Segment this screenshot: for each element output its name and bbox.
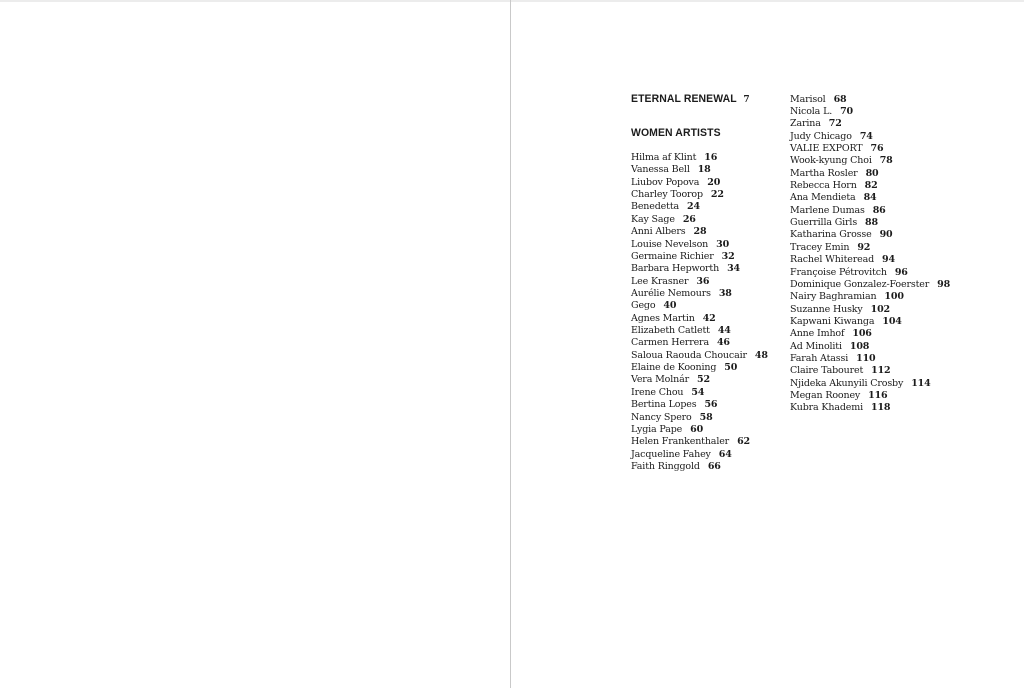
toc-entry[interactable] [790, 316, 950, 328]
artist-name: Kubra Khademi [790, 402, 863, 414]
artist-name: Nancy Spero [631, 411, 692, 423]
toc-entry[interactable] [790, 291, 950, 303]
artist-name: Benedetta [631, 201, 679, 213]
toc-entry[interactable] [790, 304, 950, 316]
page-number: 36 [696, 275, 710, 287]
artist-name: Lygia Pape [631, 423, 683, 435]
page-number: 20 [707, 176, 721, 188]
toc-entry[interactable] [631, 436, 768, 448]
artist-name: Megan Rooney [790, 390, 861, 402]
artist-name: Kapwani Kiwanga [790, 315, 875, 327]
page-number: 68 [833, 93, 847, 105]
toc-entry[interactable] [631, 263, 768, 275]
toc-entry[interactable] [631, 226, 768, 238]
toc-entry[interactable] [631, 300, 768, 312]
page-number: 86 [872, 204, 886, 216]
toc-entry[interactable] [631, 362, 768, 374]
page-number: 34 [727, 263, 740, 275]
page-number: 62 [737, 436, 750, 448]
toc-entry[interactable] [790, 180, 950, 192]
page-number: 72 [828, 118, 842, 130]
page-number: 118 [871, 402, 891, 414]
left-page-blank [0, 2, 510, 688]
toc-entry[interactable] [631, 387, 768, 399]
toc-entry[interactable] [631, 164, 768, 176]
artist-name: Gego [631, 300, 656, 312]
artist-name: VALIE EXPORT [790, 142, 863, 154]
artist-name: Kay Sage [631, 213, 675, 225]
artist-name: Barbara Hepworth [631, 263, 720, 275]
page-number: 106 [852, 328, 872, 340]
artist-name: Nicola L. [790, 105, 833, 117]
toc-entry[interactable] [790, 353, 950, 365]
artist-name: Carmen Herrera [631, 337, 709, 349]
section-title: WOMEN ARTISTS [631, 127, 721, 139]
toc-entry[interactable] [631, 424, 768, 436]
artist-name: Zarina [790, 118, 821, 130]
artist-name: Charley Toorop [631, 189, 703, 201]
page-number: 30 [716, 238, 730, 250]
section-women-artists [631, 125, 721, 142]
toc-entry[interactable] [790, 118, 950, 130]
page-number: 58 [699, 411, 713, 423]
toc-entry[interactable] [790, 229, 950, 241]
page-number: 88 [865, 217, 878, 229]
toc-entry[interactable] [790, 254, 950, 266]
page-number: 40 [663, 300, 677, 312]
toc-entry[interactable] [790, 192, 950, 204]
artist-name: Ana Mendieta [790, 192, 856, 204]
toc-entry[interactable] [631, 251, 768, 263]
artist-name: Hilma af Klint [631, 152, 697, 163]
toc-entry[interactable] [631, 214, 768, 226]
page-number: 94 [882, 254, 895, 266]
toc-entry[interactable] [790, 217, 950, 229]
page-number: 24 [687, 201, 700, 213]
artist-name: Agnes Martin [631, 312, 695, 324]
artist-name: Germaine Richier [631, 250, 714, 262]
page-number: 92 [857, 241, 871, 253]
toc-entry[interactable] [790, 94, 950, 106]
page-number: 110 [856, 353, 876, 365]
artist-name: Rebecca Horn [790, 180, 857, 192]
toc-entry[interactable] [790, 143, 950, 155]
artist-list-column-2 [790, 94, 950, 415]
page-number: 104 [882, 315, 902, 327]
page-number: 80 [865, 167, 879, 179]
toc-entry[interactable] [631, 399, 768, 411]
section-eternal-renewal[interactable] [631, 91, 750, 108]
artist-name: Ad Minoliti [790, 340, 842, 352]
page-number: 78 [879, 155, 893, 167]
toc-entry[interactable] [631, 201, 768, 213]
toc-entry[interactable] [790, 279, 950, 291]
artist-name: Claire Tabouret [790, 365, 864, 377]
page-number: 42 [702, 312, 716, 324]
page-number: 114 [911, 377, 931, 389]
page-number: 26 [682, 213, 696, 225]
page-number: 16 [704, 152, 718, 163]
artist-name: Suzanne Husky [790, 303, 863, 315]
page-number: 108 [849, 340, 870, 352]
toc-entry[interactable] [631, 177, 768, 189]
toc-entry[interactable] [790, 390, 950, 402]
artist-name: Aurélie Nemours [631, 287, 711, 299]
artist-name: Marlene Dumas [790, 204, 865, 216]
artist-name: Farah Atassi [790, 353, 849, 365]
artist-name: Anne Imhof [790, 328, 845, 340]
artist-name: Marisol [790, 93, 826, 105]
toc-entry[interactable] [790, 131, 950, 143]
page-number: 112 [871, 365, 891, 377]
artist-name: Irene Chou [631, 386, 684, 398]
artist-name: Nairy Baghramian [790, 291, 877, 303]
toc-entry[interactable] [631, 189, 768, 201]
toc-entry[interactable] [631, 325, 768, 337]
artist-name: Helen Frankenthaler [631, 436, 730, 448]
toc-entry[interactable] [790, 242, 950, 254]
toc-entry[interactable] [631, 449, 768, 461]
toc-entry[interactable] [631, 374, 768, 386]
page-number: 56 [704, 399, 718, 411]
page-number: 50 [724, 362, 738, 374]
page-number: 64 [718, 448, 732, 460]
page-number: 102 [870, 303, 891, 315]
toc-entry[interactable] [631, 313, 768, 325]
page-number: 46 [716, 337, 730, 349]
artist-name: Jacqueline Fahey [631, 448, 711, 460]
artist-list-column-1 [631, 152, 768, 473]
toc-entry[interactable] [790, 328, 950, 340]
toc-entry[interactable] [790, 205, 950, 217]
artist-name: Judy Chicago [790, 130, 852, 142]
section-page-number: 7 [743, 94, 750, 105]
page-number: 100 [884, 291, 904, 303]
page-number: 90 [879, 229, 893, 241]
artist-name: Elizabeth Catlett [631, 325, 710, 337]
artist-name: Françoise Pétrovitch [790, 266, 887, 278]
toc-entry[interactable] [790, 106, 950, 118]
page-number: 84 [863, 192, 877, 204]
artist-name: Katharina Grosse [790, 229, 872, 241]
book-gutter-divider [510, 0, 511, 688]
toc-entry[interactable] [631, 461, 768, 473]
artist-name: Louise Nevelson [631, 238, 709, 250]
artist-name: Rachel Whiteread [790, 254, 875, 266]
artist-name: Lee Krasner [631, 275, 689, 287]
toc-entry[interactable] [790, 365, 950, 377]
artist-name: Dominique Gonzalez-Foerster [790, 278, 930, 290]
artist-name: Wook-kyung Choi [790, 155, 872, 167]
page-number: 48 [754, 349, 768, 361]
page-number: 82 [864, 180, 878, 192]
page-number: 18 [697, 164, 711, 176]
artist-name: Elaine de Kooning [631, 362, 717, 374]
page-number: 52 [697, 374, 710, 386]
page-number: 116 [868, 390, 888, 402]
page-number: 28 [693, 226, 707, 238]
page-number: 22 [710, 189, 724, 201]
toc-entry[interactable] [631, 337, 768, 349]
toc-entry[interactable] [631, 288, 768, 300]
toc-entry[interactable] [790, 402, 950, 414]
artist-name: Liubov Popova [631, 176, 700, 188]
toc-entry[interactable] [790, 341, 950, 353]
artist-name: Guerrilla Girls [790, 217, 858, 229]
artist-name: Njideka Akunyili Crosby [790, 377, 904, 389]
page-number: 76 [870, 142, 884, 154]
artist-name: Tracey Emin [790, 241, 850, 253]
toc-entry[interactable] [631, 276, 768, 288]
toc-entry[interactable] [631, 152, 768, 164]
artist-name: Vanessa Bell [631, 164, 690, 176]
section-title: ETERNAL RENEWAL [631, 93, 737, 105]
page-number: 98 [937, 278, 951, 290]
page-number: 32 [721, 250, 735, 262]
page-number: 66 [707, 460, 721, 472]
artist-name: Martha Rosler [790, 167, 858, 179]
page-number: 38 [718, 287, 732, 299]
page-number: 70 [840, 105, 854, 117]
toc-entry[interactable] [790, 168, 950, 180]
page-number: 54 [691, 386, 705, 398]
toc-entry[interactable] [631, 412, 768, 424]
artist-name: Saloua Raouda Choucair [631, 349, 747, 361]
artist-name: Vera Molnár [631, 374, 689, 386]
artist-name: Anni Albers [631, 226, 686, 238]
page-number: 74 [859, 130, 873, 142]
toc-entry[interactable] [790, 267, 950, 279]
artist-name: Faith Ringgold [631, 460, 700, 472]
artist-name: Bertina Lopes [631, 399, 697, 411]
page-number: 60 [690, 423, 704, 435]
toc-entry[interactable] [790, 155, 950, 167]
page-number: 96 [894, 266, 908, 278]
page-number: 44 [717, 325, 731, 337]
toc-entry[interactable] [631, 350, 768, 362]
toc-entry[interactable] [631, 239, 768, 251]
toc-entry[interactable] [790, 378, 950, 390]
